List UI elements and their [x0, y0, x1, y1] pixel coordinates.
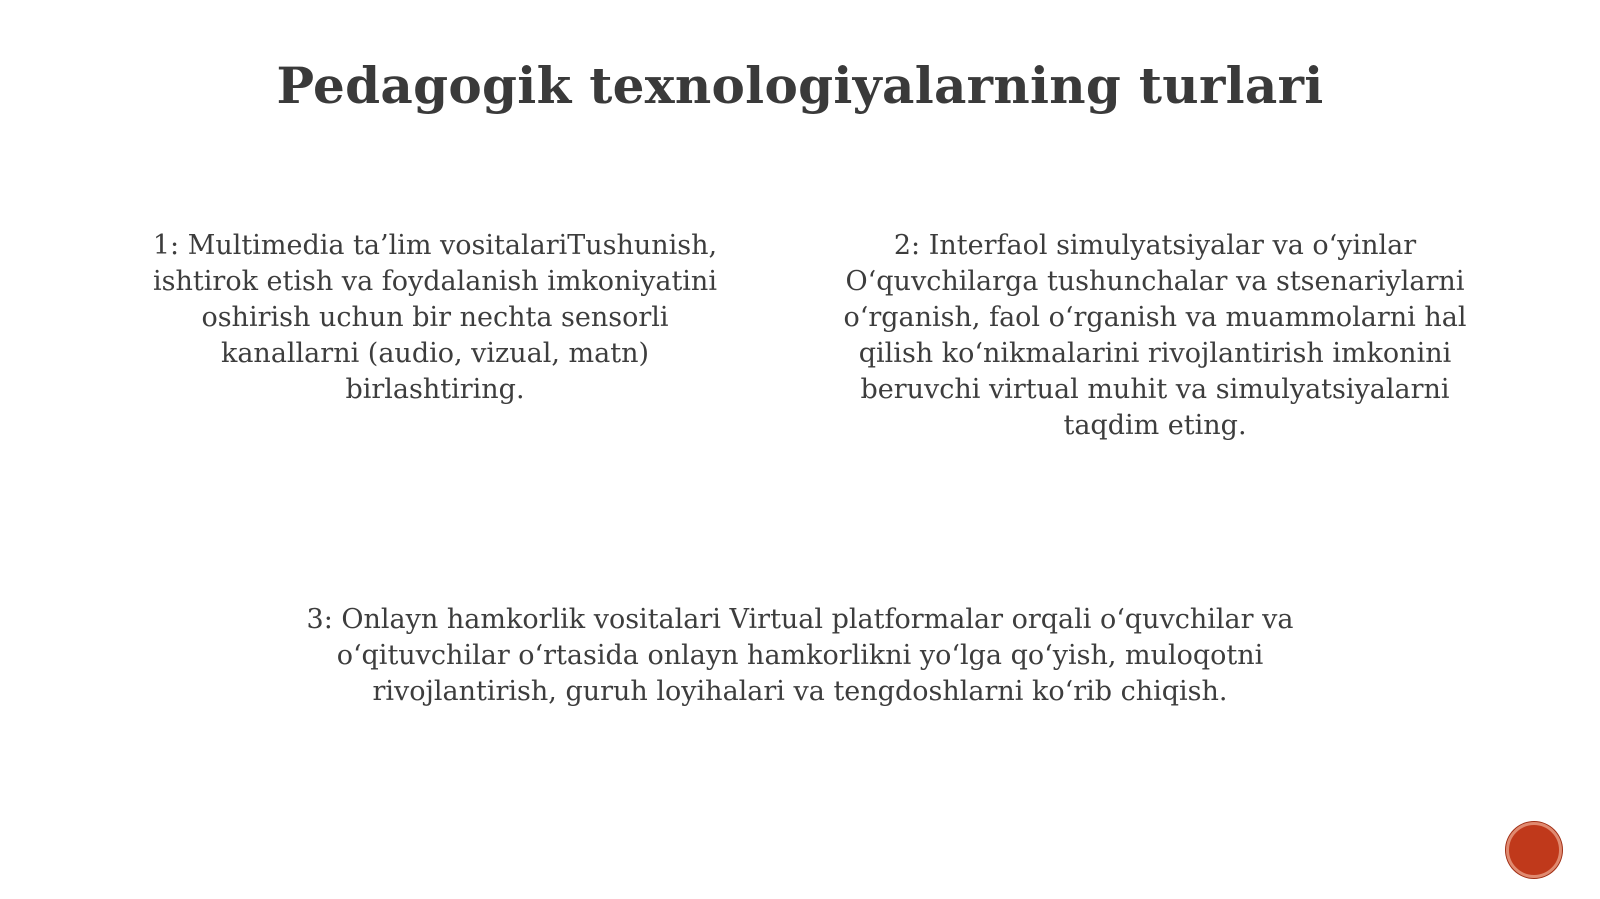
- text-block-collaboration: 3: Onlayn hamkorlik vositalari Virtual platformalar orqali oʻquvchilar va oʻqituvchilar oʻrtasida onlayn hamkorlikni yoʻlga qoʻyish, muloqotni rivojlantirish, guruh loyihalari va tengdoshlarni koʻrib chiqish.: [306, 604, 1294, 707]
- slide-nav-button[interactable]: [1506, 822, 1562, 878]
- text-block-multimedia: 1: Multimedia ta’lim vositalariTushunish, ishtirok etish va foydalanish imkoniyatini oshirish uchun bir nechta sensorli kanallarni (audio, vizual, matn) birlashtiring.: [152, 230, 718, 405]
- text-block-simulations: 2: Interfaol simulyatsiyalar va oʻyinlar Oʻquvchilarga tushunchalar va stsenariylarni oʻrganish, faol oʻrganish va muammolarni hal qilish koʻnikmalarini rivojlantirish imkonini beruvchi virtual muhit va simulyatsiyalarni taqdim eting.: [843, 230, 1467, 441]
- slide-title: Pedagogik texnologiyalarning turlari: [276, 56, 1324, 115]
